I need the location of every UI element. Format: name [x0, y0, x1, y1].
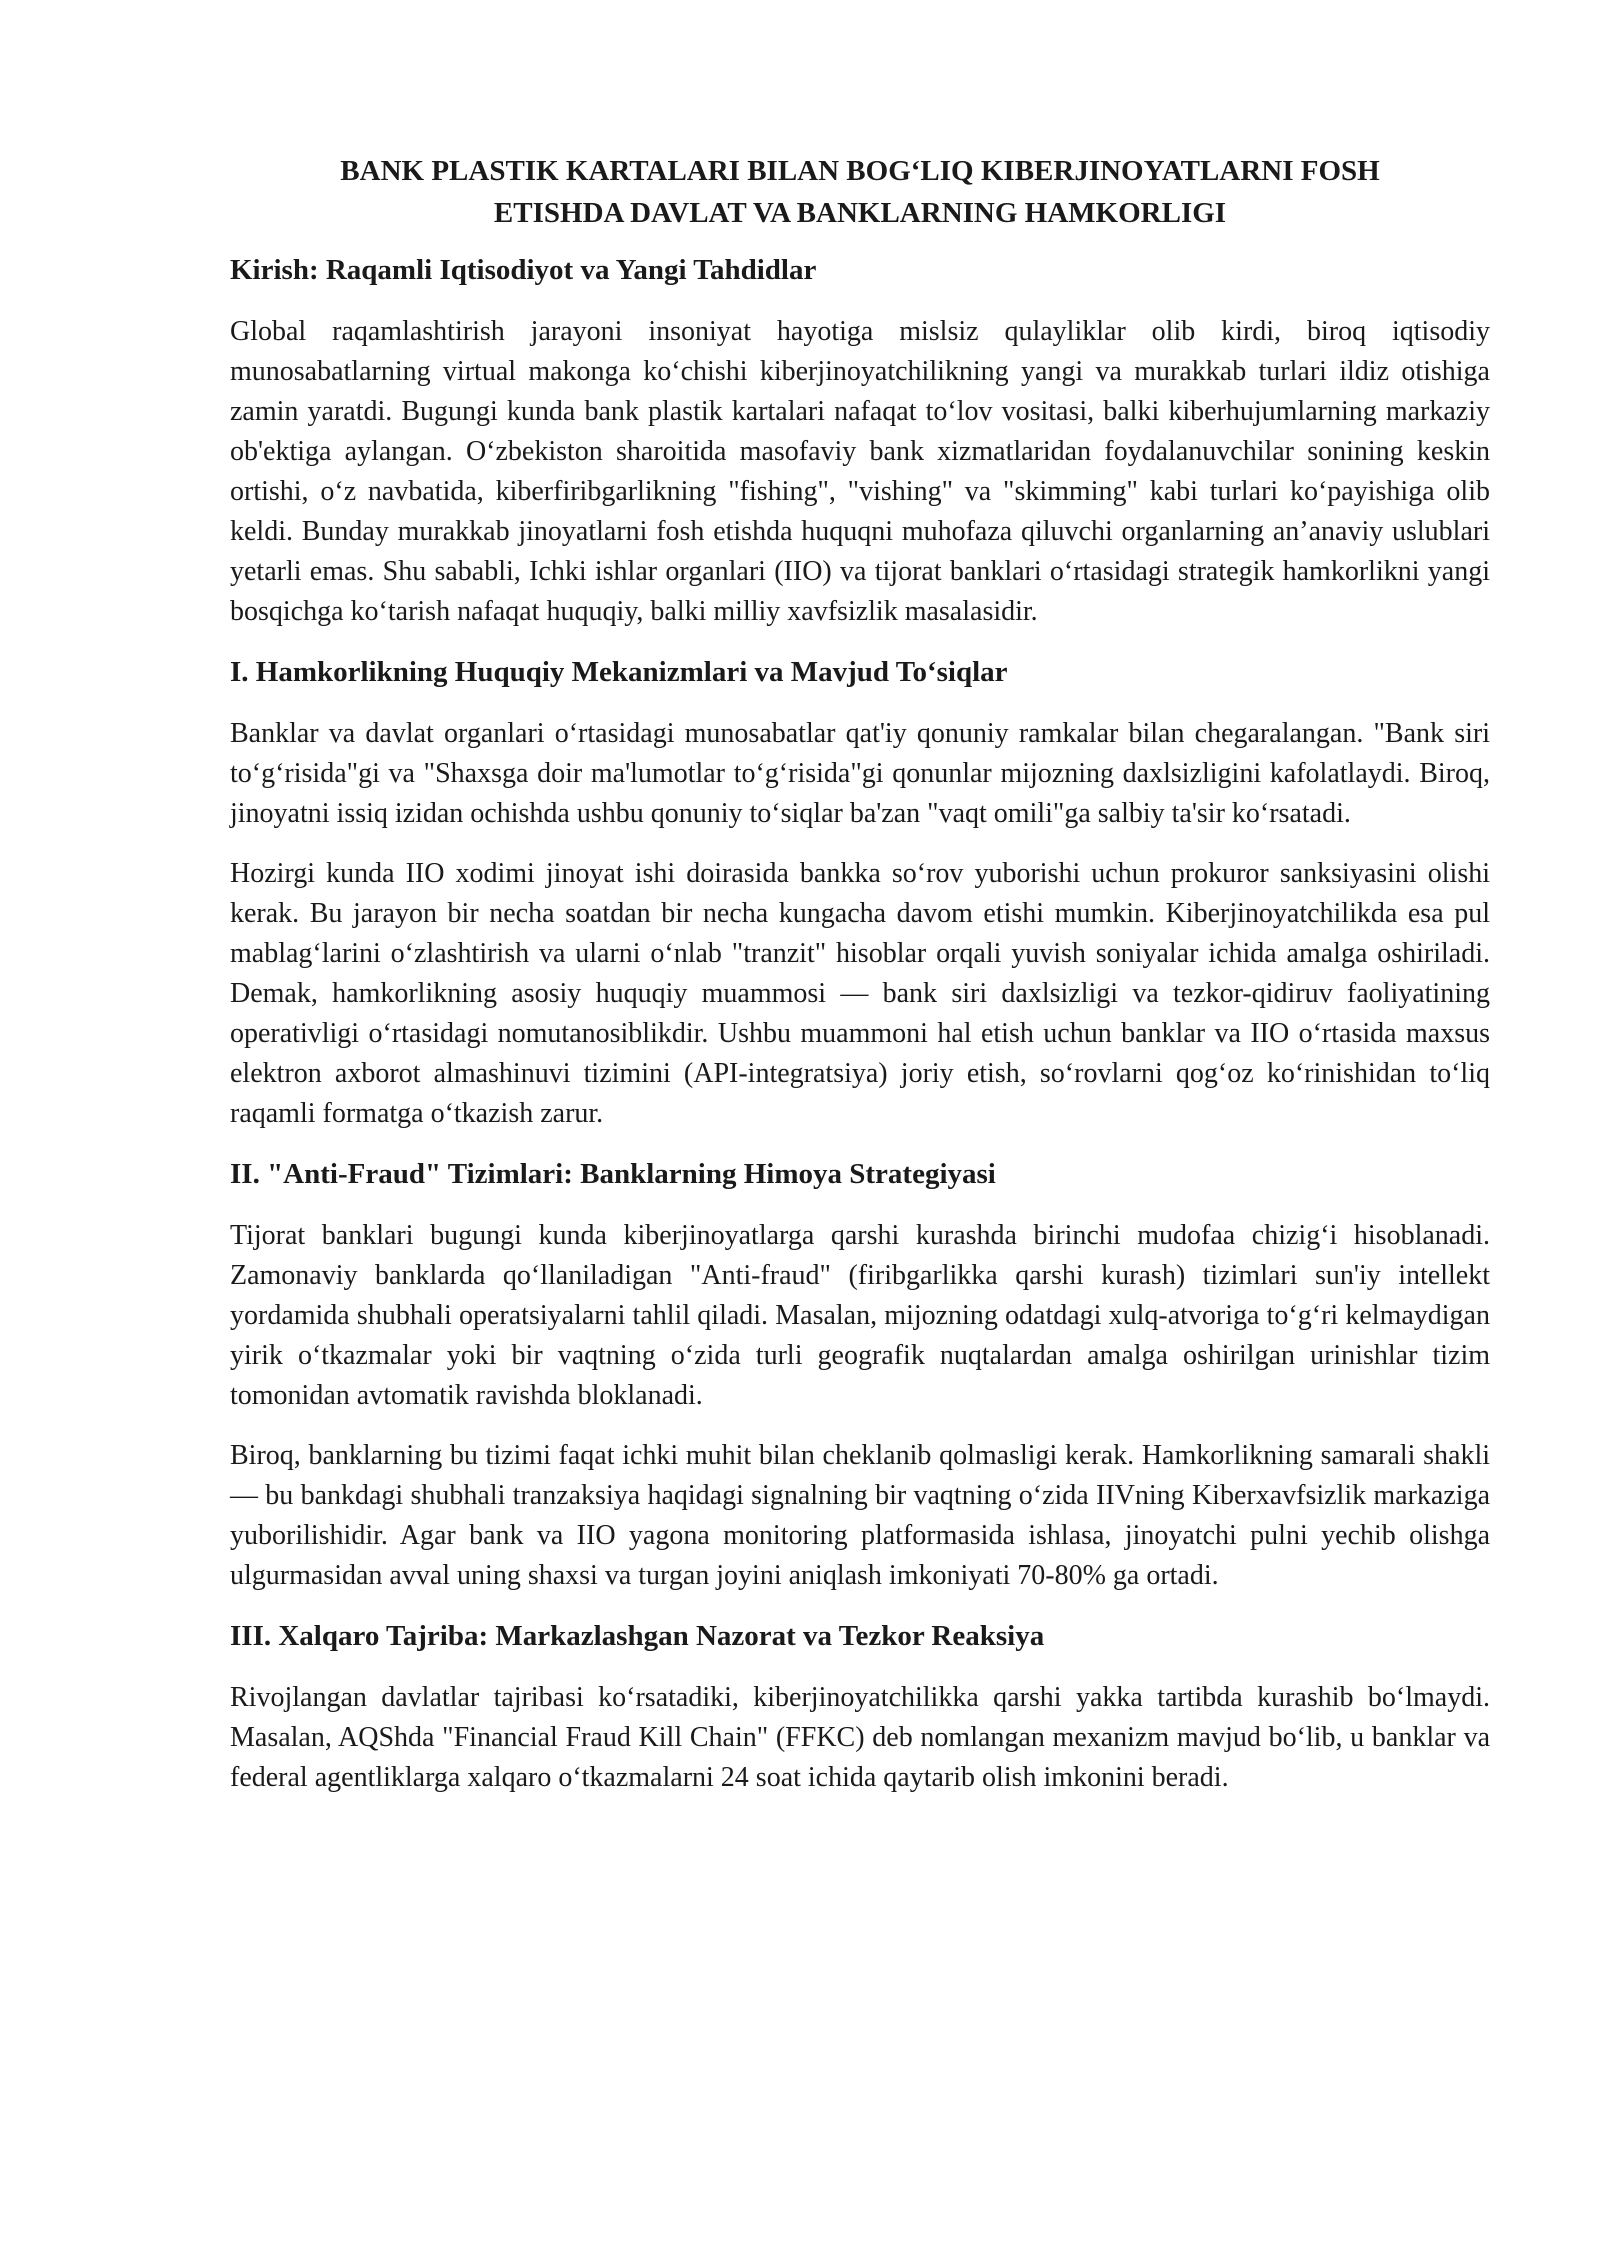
paragraph: Rivojlangan davlatlar tajribasi ko‘rsatadiki, kiberjinoyatchilikka qarshi yakka tartibda kurashib bo‘lmaydi. Masalan, AQShda "Financial Fraud Kill Chain" (FFKC) deb nomlangan mexanizm mavjud bo‘lib, u banklar va federal agentliklarga xalqaro o‘tkazmalarni 24 soat ichida qaytarib olish imkonini beradi.	[230, 1682, 1490, 1793]
document-page	[230, 150, 1490, 1818]
document-title-line-2: ETISHDA DAVLAT VA BANKLARNING HAMKORLIGI	[493, 197, 1227, 229]
paragraph: Biroq, banklarning bu tizimi faqat ichki muhit bilan cheklanib qolmasligi kerak. Hamkorlikning samarali shakli — bu bankdagi shubhali tranzaksiya haqidagi signalning bir vaqtning o‘zida IIVning Kiberxavfsizlik markaziga yuborilishidir. Agar bank va IIO yagona monitoring platformasida ishlasa, jinoyatchi pulni yechib olishga ulgurmasidan avval uning shaxsi va turgan joyini aniqlash imkoniyati 70-80% ga ortadi.	[230, 1440, 1490, 1591]
section-anti-fraud	[230, 1154, 1490, 1596]
section-heading: II. "Anti-Fraud" Tizimlari: Banklarning Himoya Strategiyasi	[230, 1158, 996, 1190]
document-title-line-1: BANK PLASTIK KARTALARI BILAN BOG‘LIQ KIBERJINOYATLARNI FOSH	[340, 155, 1380, 187]
paragraph: Global raqamlashtirish jarayoni insoniyat hayotiga mislsiz qulayliklar olib kirdi, biroq iqtisodiy munosabatlarning virtual makonga ko‘chishi kiberjinoyatchilikning yangi va murakkab turlari ildiz otishiga zamin yaratdi. Bugungi kunda bank plastik kartalari nafaqat to‘lov vositasi, balki kiberhujumlarning markaziy ob'ektiga aylangan. O‘zbekiston sharoitida masofaviy bank xizmatlaridan foydalanuvchilar sonining keskin ortishi, o‘z navbatida, kiberfiribgarlikning "fishing", "vishing" va "skimming" kabi turlari ko‘payishiga olib keldi. Bunday murakkab jinoyatlarni fosh etishda huquqni muhofaza qiluvchi organlarning an’anaviy uslublari yetarli emas. Shu sababli, Ichki ishlar organlari (IIO) va tijorat banklari o‘rtasidagi strategik hamkorlikni yangi bosqichga ko‘tarish nafaqat huquqiy, balki milliy xavfsizlik masalasidir.	[230, 316, 1490, 627]
paragraph: Hozirgi kunda IIO xodimi jinoyat ishi doirasida bankka so‘rov yuborishi uchun prokuror sanksiyasini olishi kerak. Bu jarayon bir necha soatdan bir necha kungacha davom etishi mumkin. Kiberjinoyatchilikda esa pul mablag‘larini o‘zlashtirish va ularni o‘nlab "tranzit" hisoblar orqali yuvish soniyalar ichida amalga oshiriladi. Demak, hamkorlikning asosiy huquqiy muammosi — bank siri daxlsizligi va tezkor-qidiruv faoliyatining operativligi o‘rtasidagi nomutanosiblikdir. Ushbu muammoni hal etish uchun banklar va IIO o‘rtasida maxsus elektron axborot almashinuvi tizimini (API-integratsiya) joriy etish, so‘rovlarni qog‘oz ko‘rinishidan to‘liq raqamli formatga o‘tkazish zarur.	[230, 858, 1490, 1129]
section-heading: I. Hamkorlikning Huquqiy Mekanizmlari va Mavjud To‘siqlar	[230, 656, 1008, 688]
document-title	[230, 150, 1490, 234]
section-heading: III. Xalqaro Tajriba: Markazlashgan Nazorat va Tezkor Reaksiya	[230, 1620, 1045, 1652]
paragraph: Banklar va davlat organlari o‘rtasidagi munosabatlar qat'iy qonuniy ramkalar bilan chegaralangan. "Bank siri to‘g‘risida"gi va "Shaxsga doir ma'lumotlar to‘g‘risida"gi qonunlar mijozning daxlsizligini kafolatlaydi. Biroq, jinoyatni issiq izidan ochishda ushbu qonuniy to‘siqlar ba'zan "vaqt omili"ga salbiy ta'sir ko‘rsatadi.	[230, 718, 1490, 829]
section-international-experience	[230, 1616, 1490, 1798]
paragraph: Tijorat banklari bugungi kunda kiberjinoyatlarga qarshi kurashda birinchi mudofaa chizig‘i hisoblanadi. Zamonaviy banklarda qo‘llaniladigan "Anti-fraud" (firibgarlikka qarshi kurash) tizimlari sun'iy intellekt yordamida shubhali operatsiyalarni tahlil qiladi. Masalan, mijozning odatdagi xulq-atvoriga to‘g‘ri kelmaydigan yirik o‘tkazmalar yoki bir vaqtning o‘zida turli geografik nuqtalardan amalga oshirilgan urinishlar tizim tomonidan avtomatik ravishda bloklanadi.	[230, 1220, 1490, 1411]
section-legal-mechanisms	[230, 652, 1490, 1134]
section-introduction	[230, 250, 1490, 632]
section-heading: Kirish: Raqamli Iqtisodiyot va Yangi Tahdidlar	[230, 254, 817, 286]
